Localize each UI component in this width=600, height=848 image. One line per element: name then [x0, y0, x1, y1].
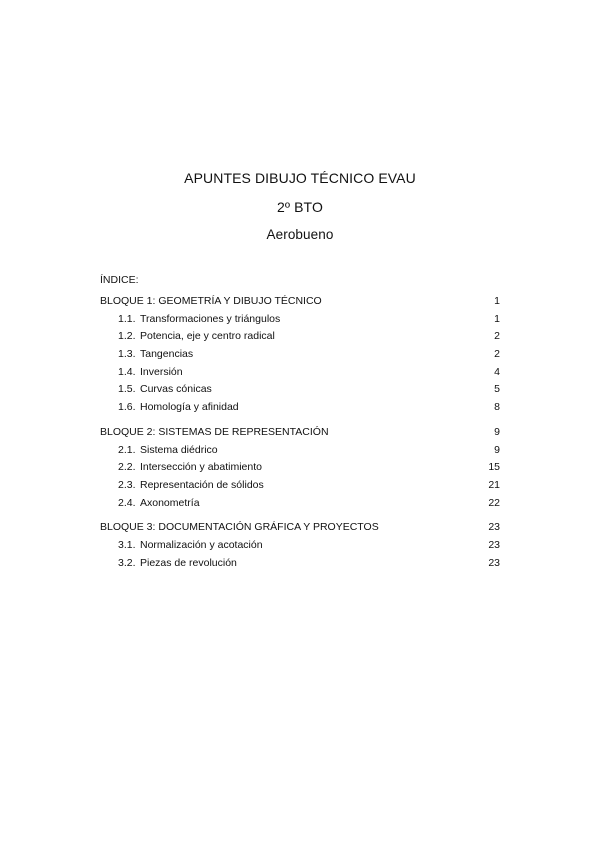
toc-entry-1-3[interactable]: [100, 346, 500, 364]
toc-entry-number: 2.3.: [118, 478, 136, 491]
toc-entry-1-1[interactable]: [100, 311, 500, 329]
toc-entry-page: 23: [488, 556, 500, 569]
toc-entry-label: BLOQUE 1: GEOMETRÍA Y DIBUJO TÉCNICO: [100, 295, 322, 307]
toc-entry-page: 2: [494, 348, 500, 361]
toc-entry-3-1[interactable]: [100, 537, 500, 555]
toc-entry-label: BLOQUE 3: DOCUMENTACIÓN GRÁFICA Y PROYECTOS: [100, 521, 379, 534]
toc-entry-page: 1: [494, 312, 500, 325]
toc-entry-label: Representación de sólidos: [140, 478, 264, 491]
toc-entry-1-5[interactable]: [100, 381, 500, 399]
toc-entry-label: Curvas cónicas: [140, 383, 212, 396]
toc-entry-page: 9: [494, 425, 500, 438]
toc-entry-label: Potencia, eje y centro radical: [140, 330, 275, 343]
toc-entry-number: 1.3.: [118, 348, 136, 361]
document-subtitle: 2º BTO: [277, 199, 323, 215]
toc-entry-label: Piezas de revolución: [140, 556, 237, 569]
toc-entry-1-6[interactable]: [100, 399, 500, 417]
toc-entry-page: 5: [494, 383, 500, 396]
toc-entry-page: 4: [494, 365, 500, 378]
toc-entry-1-2[interactable]: [100, 328, 500, 346]
document-title: APUNTES DIBUJO TÉCNICO EVAU: [184, 170, 416, 186]
toc-entry-number: 2.1.: [118, 443, 136, 456]
toc-entry-number: 1.5.: [118, 383, 136, 396]
toc-entry-page: 15: [488, 461, 500, 474]
toc-entry-page: 9: [494, 443, 500, 456]
toc-entry-label: Homología y afinidad: [140, 401, 239, 414]
toc-entry-1-4[interactable]: [100, 364, 500, 382]
toc-entry-2-1[interactable]: [100, 442, 500, 460]
toc-block-1: [100, 293, 500, 417]
toc-entry-3-2[interactable]: [100, 555, 500, 573]
toc-entry-label: Transformaciones y triángulos: [140, 312, 281, 325]
toc-entry-page: 1: [494, 295, 500, 307]
toc-entry-2-3[interactable]: [100, 477, 500, 495]
toc-entry-block-2[interactable]: [100, 424, 500, 442]
toc-entry-number: 1.1.: [118, 312, 136, 325]
toc-entry-2-4[interactable]: [100, 495, 500, 513]
toc-entry-number: 3.2.: [118, 556, 136, 569]
toc-entry-label: Intersección y abatimiento: [140, 461, 262, 474]
toc-entry-page: 21: [488, 478, 500, 491]
document-author: Aerobueno: [266, 227, 334, 242]
toc-entry-number: 2.4.: [118, 496, 136, 509]
toc-entry-label: Tangencias: [140, 348, 194, 361]
toc-entry-label: BLOQUE 2: SISTEMAS DE REPRESENTACIÓN: [100, 425, 329, 438]
toc-entry-number: 3.1.: [118, 538, 136, 551]
index-heading: ÍNDICE:: [100, 274, 139, 286]
toc-entry-label: Axonometría: [140, 496, 200, 509]
toc-entry-block-1[interactable]: [100, 293, 500, 311]
toc-entry-2-2[interactable]: [100, 459, 500, 477]
toc-entry-number: 1.4.: [118, 365, 136, 378]
toc-entry-number: 1.6.: [118, 401, 136, 414]
toc-block-3: [100, 519, 500, 572]
toc-entry-page: 8: [494, 401, 500, 414]
toc-entry-label: Normalización y acotación: [140, 538, 263, 551]
toc-block-2: [100, 424, 500, 512]
toc-entry-label: Inversión: [140, 365, 183, 378]
toc-entry-number: 1.2.: [118, 330, 136, 343]
toc-entry-label: Sistema diédrico: [140, 443, 218, 456]
toc-entry-page: 23: [488, 521, 500, 534]
toc-entry-page: 22: [488, 496, 500, 509]
toc-entry-number: 2.2.: [118, 461, 136, 474]
toc-entry-page: 23: [488, 538, 500, 551]
toc-entry-block-3[interactable]: [100, 519, 500, 537]
toc-entry-page: 2: [494, 330, 500, 343]
table-of-contents: [100, 271, 500, 579]
